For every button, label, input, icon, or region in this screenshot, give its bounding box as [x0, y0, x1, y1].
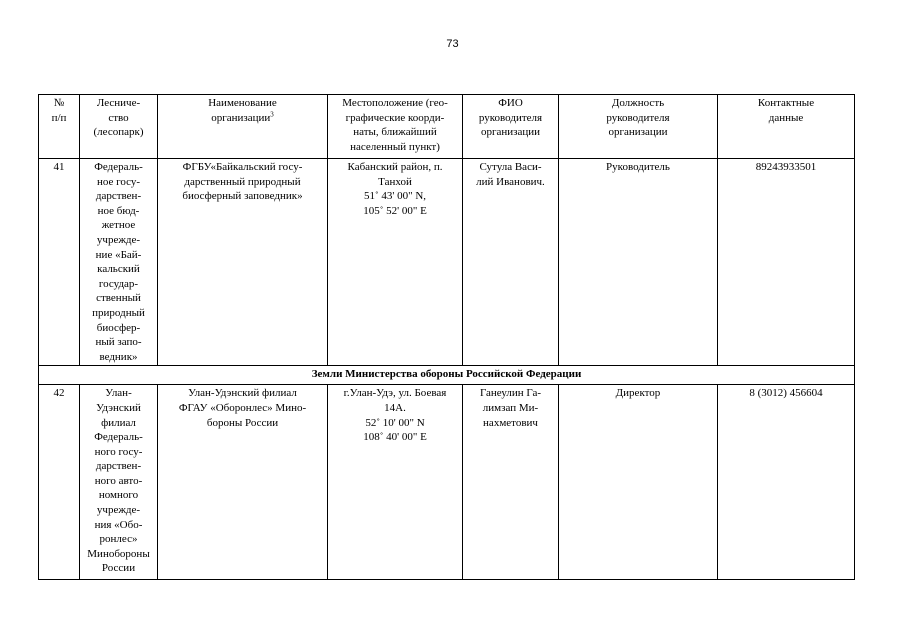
- section-title: Земли Министерства обороны Российской Федерации: [39, 366, 855, 385]
- cell-head-name: Сутула Васи- лий Иванович.: [463, 159, 559, 366]
- header-contacts: Контактные данные: [718, 95, 855, 159]
- table-row: [39, 159, 855, 366]
- cell-contacts: 89243933501: [718, 159, 855, 366]
- cell-num: 42: [39, 385, 80, 580]
- section-row: [39, 366, 855, 385]
- cell-org-name: Улан-Удэнский филиал ФГАУ «Оборонлес» Мино- бороны России: [158, 385, 328, 580]
- cell-location: Кабанский район, п. Танхой 51˚ 43' 00" N, 105˚ 52' 00" E: [328, 159, 463, 366]
- organizations-table: [38, 94, 855, 580]
- cell-forestry: Федераль- ное госу- дарствен- ное бюд- жетное учрежде- ние «Бай- кальский государ- ственный природный биосфер- ный запо- ведник»: [80, 159, 158, 366]
- header-num: № п/п: [39, 95, 80, 159]
- cell-contacts: 8 (3012) 456604: [718, 385, 855, 580]
- header-forestry: Лесниче- ство (лесопарк): [80, 95, 158, 159]
- header-org-name: Наименование организации$^3$: [158, 95, 328, 159]
- page-number: 73: [446, 38, 459, 50]
- cell-num: 41: [39, 159, 80, 366]
- cell-head-name: Ганеулин Га- лимзап Ми- нахметович: [463, 385, 559, 580]
- header-head-name: ФИО руководителя организации: [463, 95, 559, 159]
- header-location: Местоположение (гео- графические коорди- наты, ближайший населенный пункт): [328, 95, 463, 159]
- table-header-row: [39, 95, 855, 159]
- cell-head-position: Директор: [559, 385, 718, 580]
- header-head-position: Должность руководителя организации: [559, 95, 718, 159]
- cell-head-position: Руководитель: [559, 159, 718, 366]
- cell-forestry: Улан- Удэнский филиал Федераль- ного госу- дарствен- ного авто- номного учрежде- ния «Обо- ронлес» Минобороны России: [80, 385, 158, 580]
- footnote-marker: 3: [270, 109, 274, 118]
- cell-org-name: ФГБУ«Байкальский госу- дарственный природный биосферный заповедник»: [158, 159, 328, 366]
- table-row: [39, 385, 855, 580]
- cell-location: г.Улан-Удэ, ул. Боевая 14А. 52˚ 10' 00" N 108˚ 40' 00" E: [328, 385, 463, 580]
